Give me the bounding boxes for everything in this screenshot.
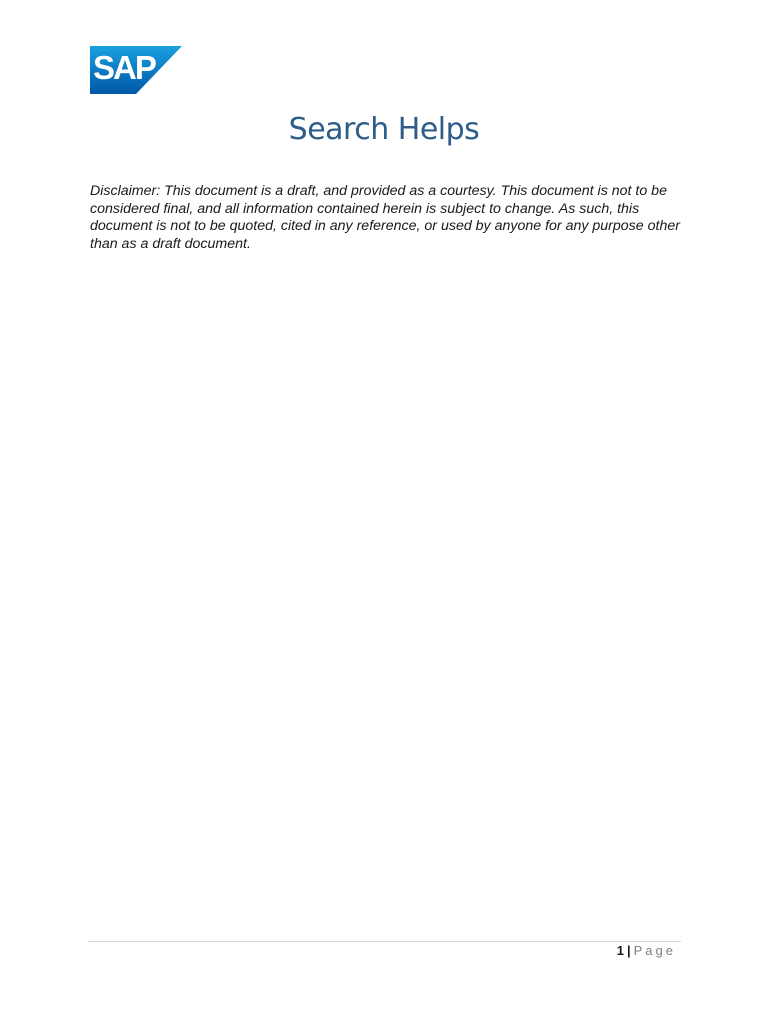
page-footer	[617, 943, 676, 958]
footer-separator: |	[626, 943, 631, 958]
footer-divider	[88, 941, 681, 942]
page-number: 1	[616, 943, 624, 958]
disclaimer-text: Disclaimer: This document is a draft, and provided as a courtesy. This document is not to be considered final, and all information contained herein is subject to change. As such, this document is not to be quoted, cited in any reference, or used by anyone for any purpose other than as a draft document.	[90, 183, 680, 252]
page-label: Page	[633, 943, 676, 958]
sap-logo-text: SAP	[93, 49, 155, 86]
registered-mark: ®	[148, 86, 154, 93]
sap-logo	[90, 46, 182, 94]
document-title: Search Helps	[288, 112, 480, 147]
